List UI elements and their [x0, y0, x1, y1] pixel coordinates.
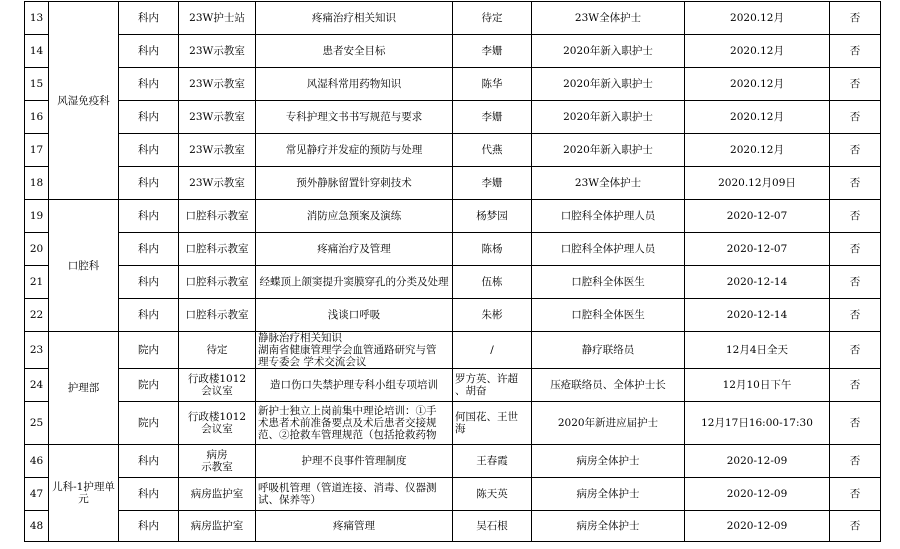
table-row: [25, 101, 881, 134]
table-row: [25, 134, 881, 167]
training-time: 2020.12月: [685, 134, 830, 167]
training-location-line: 行政楼1012: [187, 411, 247, 423]
credit-flag: 否: [830, 478, 881, 511]
table-row: [25, 233, 881, 266]
trainer-name: 陈杨: [453, 233, 532, 266]
table-row: [25, 369, 881, 402]
table-row: [25, 478, 881, 511]
training-type: 科内: [119, 233, 179, 266]
training-time: 2020.12月09日: [685, 167, 830, 200]
training-type: 院内: [119, 369, 179, 402]
trainer-name: [453, 369, 532, 402]
training-time: 2020-12-14: [685, 266, 830, 299]
training-time: 12月17日16:00-17:30: [685, 402, 830, 445]
training-type: 科内: [119, 35, 179, 68]
training-location-line: 行政楼1012: [187, 373, 247, 385]
trainer-name-line: 、胡奋: [455, 385, 487, 397]
target-audience: 病房全体护士: [532, 445, 685, 478]
training-location: 23W示教室: [179, 35, 256, 68]
trainer-name: 王春霞: [453, 445, 532, 478]
row-number: 16: [25, 101, 49, 134]
training-type: 院内: [119, 332, 179, 369]
training-topic-line: 呼吸机管理（管道连接、消毒、仪器测: [258, 482, 437, 494]
training-topic: [256, 402, 453, 445]
department-cell: 风湿免疫科: [49, 2, 119, 200]
training-time: 2020-12-09: [685, 511, 830, 542]
training-topic-line: 范、②抢救车管理规范（包括抢救药物: [258, 429, 437, 441]
training-topic-line: 理专委会 学术交流会议: [258, 356, 367, 368]
target-audience: 2020年新进应届护士: [532, 402, 685, 445]
training-topic-line: 试、保养等）: [258, 494, 321, 506]
training-time: 12月10日下午: [685, 369, 830, 402]
trainer-name: 吴石根: [453, 511, 532, 542]
table-row: [25, 332, 881, 369]
training-topic: 造口伤口失禁护理专科小组专项培训: [256, 369, 453, 402]
credit-flag: 否: [830, 445, 881, 478]
training-topic: 浅谈口呼吸: [256, 299, 453, 332]
credit-flag: 否: [830, 200, 881, 233]
row-number: 14: [25, 35, 49, 68]
target-audience: 静疗联络员: [532, 332, 685, 369]
training-topic: [256, 478, 453, 511]
row-number: 48: [25, 511, 49, 542]
training-type: 科内: [119, 2, 179, 35]
target-audience: 病房全体护士: [532, 478, 685, 511]
target-audience: 2020年新入职护士: [532, 68, 685, 101]
row-number: 47: [25, 478, 49, 511]
credit-flag: 否: [830, 68, 881, 101]
training-topic: 疼痛治疗相关知识: [256, 2, 453, 35]
target-audience: 压疮联络员、全体护士长: [532, 369, 685, 402]
training-location: 口腔科示教室: [179, 266, 256, 299]
training-type: 科内: [119, 134, 179, 167]
trainer-name-line: 罗方英、许超: [455, 373, 518, 385]
target-audience: 2020年新入职护士: [532, 134, 685, 167]
table-row: [25, 266, 881, 299]
training-topic: 护理不良事件管理制度: [256, 445, 453, 478]
table-row: [25, 299, 881, 332]
training-location: [179, 402, 256, 445]
training-topic: [256, 332, 453, 369]
credit-flag: 否: [830, 101, 881, 134]
row-number: 17: [25, 134, 49, 167]
training-topic: 常见静疗并发症的预防与处理: [256, 134, 453, 167]
training-topic-line: 静脉治疗相关知识: [258, 332, 342, 344]
training-location-line: 病房: [206, 449, 228, 461]
trainer-name: [453, 402, 532, 445]
trainer-name: 李姗: [453, 35, 532, 68]
training-location: 23W护士站: [179, 2, 256, 35]
training-location: 23W示教室: [179, 101, 256, 134]
training-location: 口腔科示教室: [179, 200, 256, 233]
row-number: 21: [25, 266, 49, 299]
trainer-name: 代燕: [453, 134, 532, 167]
training-topic: 经蝶顶上颌窦提升窦膜穿孔的分类及处理: [256, 266, 453, 299]
credit-flag: 否: [830, 167, 881, 200]
credit-flag: 否: [830, 2, 881, 35]
target-audience: 2020年新入职护士: [532, 101, 685, 134]
training-type: 科内: [119, 101, 179, 134]
trainer-name: 陈华: [453, 68, 532, 101]
training-type: 科内: [119, 167, 179, 200]
training-topic: 疼痛管理: [256, 511, 453, 542]
target-audience: 2020年新入职护士: [532, 35, 685, 68]
training-time: 2020-12-09: [685, 478, 830, 511]
training-time: 2020-12-07: [685, 200, 830, 233]
training-location: 待定: [179, 332, 256, 369]
table-row: [25, 200, 881, 233]
row-number: 24: [25, 369, 49, 402]
trainer-name: 陈天英: [453, 478, 532, 511]
training-time: 2020.12月: [685, 68, 830, 101]
training-time: 2020-12-07: [685, 233, 830, 266]
training-location: 病房监护室: [179, 478, 256, 511]
target-audience: 23W全体护士: [532, 2, 685, 35]
table-row: [25, 402, 881, 445]
trainer-name: 杨梦园: [453, 200, 532, 233]
training-topic-line: 新护士独立上岗前集中理论培训：①手: [258, 405, 437, 417]
training-type: 科内: [119, 200, 179, 233]
credit-flag: 否: [830, 35, 881, 68]
credit-flag: 否: [830, 332, 881, 369]
training-location: 口腔科示教室: [179, 299, 256, 332]
training-type: 科内: [119, 511, 179, 542]
department-cell: 护理部: [49, 332, 119, 445]
training-topic: 消防应急预案及演练: [256, 200, 453, 233]
target-audience: 口腔科全体医生: [532, 266, 685, 299]
training-topic: 患者安全目标: [256, 35, 453, 68]
department-cell: 口腔科: [49, 200, 119, 332]
row-number: 18: [25, 167, 49, 200]
target-audience: 口腔科全体护理人员: [532, 233, 685, 266]
trainer-name: 朱彬: [453, 299, 532, 332]
department-cell: 儿科-1护理单元: [49, 445, 119, 542]
row-number: 15: [25, 68, 49, 101]
training-topic: 风湿科常用药物知识: [256, 68, 453, 101]
row-number: 13: [25, 2, 49, 35]
trainer-name-line: 海: [455, 423, 466, 435]
trainer-name: 李姗: [453, 167, 532, 200]
table-row: [25, 167, 881, 200]
table-row: [25, 511, 881, 542]
training-location: 23W示教室: [179, 134, 256, 167]
credit-flag: 否: [830, 511, 881, 542]
training-topic: 专科护理文书书写规范与要求: [256, 101, 453, 134]
training-type: 科内: [119, 478, 179, 511]
training-location-line: 示教室: [201, 461, 233, 473]
target-audience: 病房全体护士: [532, 511, 685, 542]
training-topic-line: 术患者术前准备要点及术后患者交接规: [258, 417, 437, 429]
row-number: 23: [25, 332, 49, 369]
trainer-name: 待定: [453, 2, 532, 35]
training-location: [179, 369, 256, 402]
credit-flag: 否: [830, 402, 881, 445]
credit-flag: 否: [830, 299, 881, 332]
training-time: 12月4日全天: [685, 332, 830, 369]
training-time: 2020.12月: [685, 101, 830, 134]
target-audience: 口腔科全体医生: [532, 299, 685, 332]
training-type: 科内: [119, 299, 179, 332]
row-number: 19: [25, 200, 49, 233]
training-topic: 预外静脉留置针穿刺技术: [256, 167, 453, 200]
training-location: 23W示教室: [179, 167, 256, 200]
row-number: 46: [25, 445, 49, 478]
credit-flag: 否: [830, 233, 881, 266]
training-location: [179, 445, 256, 478]
training-location: 病房监护室: [179, 511, 256, 542]
training-topic: 疼痛治疗及管理: [256, 233, 453, 266]
training-type: 科内: [119, 266, 179, 299]
row-number: 25: [25, 402, 49, 445]
training-time: 2020-12-09: [685, 445, 830, 478]
training-time: 2020.12月: [685, 2, 830, 35]
target-audience: 23W全体护士: [532, 167, 685, 200]
training-location-line: 会议室: [201, 423, 233, 435]
table-row: [25, 35, 881, 68]
table-row: [25, 445, 881, 478]
credit-flag: 否: [830, 266, 881, 299]
credit-flag: 否: [830, 369, 881, 402]
training-location: 口腔科示教室: [179, 233, 256, 266]
trainer-name-line: 何国花、王世: [455, 411, 518, 423]
credit-flag: 否: [830, 134, 881, 167]
table-row: [25, 2, 881, 35]
training-topic-line: 湖南省健康管理学会血管通路研究与管: [258, 344, 437, 356]
table-row: [25, 68, 881, 101]
training-location: 23W示教室: [179, 68, 256, 101]
training-type: 科内: [119, 445, 179, 478]
training-location-line: 会议室: [201, 385, 233, 397]
training-type: 科内: [119, 68, 179, 101]
training-type: 院内: [119, 402, 179, 445]
target-audience: 口腔科全体护理人员: [532, 200, 685, 233]
schedule-table: [24, 1, 881, 542]
training-time: 2020-12-14: [685, 299, 830, 332]
trainer-name: /: [453, 332, 532, 369]
training-time: 2020.12月: [685, 35, 830, 68]
row-number: 20: [25, 233, 49, 266]
trainer-name: 伍栋: [453, 266, 532, 299]
trainer-name: 李姗: [453, 101, 532, 134]
row-number: 22: [25, 299, 49, 332]
